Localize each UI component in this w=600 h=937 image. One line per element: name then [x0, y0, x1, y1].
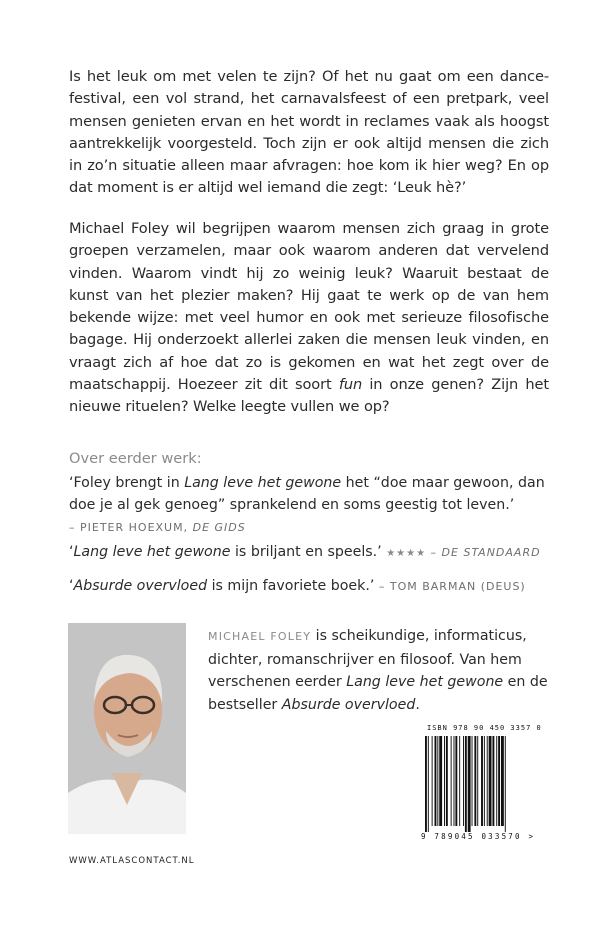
bio-text-c: . [415, 696, 420, 713]
barcode-bars [421, 736, 537, 832]
author-photo [68, 623, 186, 834]
author-bio [208, 625, 553, 716]
ean-number: 9 789045 033570 > [421, 832, 536, 841]
review-quote-3 [69, 578, 549, 594]
isbn-number: ISBN 978 90 450 3357 0 [427, 724, 542, 732]
review-quote-1 [69, 472, 549, 539]
q2-book-title: Lang leve het gewone [73, 544, 231, 560]
rating-stars: ★★★★ [386, 548, 427, 559]
description-text-a: Michael Foley wil begrijpen waarom mensen zich graag in grote groepen verzamelen, maar ook waarom anderen dat vervelend vinden. Waarom vindt hij zo weinig leuk? Waaruit bestaat de kunst van het plezier maken? Hij gaat te werk op de van hem bekende wijze: met veel humor en ook met serieuze filosofische bagage. Hij onderzoekt allerlei zaken die mensen leuk vinden, en vraagt zich af hoe dat zo is gekomen en wat het zegt over de maatschappij. Hoezeer zit dit soort [69, 220, 549, 394]
q1-book-title: Lang leve het gewone [184, 475, 342, 491]
author-portrait-illustration [68, 623, 186, 834]
description-paragraph [69, 218, 549, 419]
q3-book-title: Absurde overvloed [73, 578, 208, 594]
q2-open: ‘ [69, 544, 74, 560]
publisher-website: WWW.ATLASCONTACT.NL [69, 856, 195, 866]
intro-paragraph: Is het leuk om met velen te zijn? Of het nu gaat om een dance-festival, een vol strand, het carnavalsfeest of een pretpark, veel mensen genieten ervan en het wordt in reclames vaak als hoogst aantrekkelijk voorgesteld. Toch zijn er ook altijd mensen die zich in zo’n situatie alleen maar afvragen: hoe kom ik hier weg? En op dat moment is er altijd wel iemand die zegt: ‘Leuk hè?’ [69, 68, 549, 197]
q3-open: ‘ [69, 578, 74, 594]
q1-attribution: – PIETER HOEXUM, [69, 521, 193, 534]
review-quote-2 [69, 544, 549, 560]
bio-book-title-1: Lang leve het gewone [346, 674, 504, 690]
q1-open: ‘Foley brengt in [69, 475, 185, 491]
q3-text: is mijn favoriete boek.’ [207, 578, 379, 594]
description-fun: fun [338, 376, 363, 394]
bio-book-title-2: Absurde overvloed [281, 696, 416, 713]
isbn-barcode [421, 724, 545, 848]
q3-attribution: – TOM BARMAN (DEUS) [378, 580, 526, 593]
q1-source: DE GIDS [192, 521, 246, 534]
bio-text-b: en de bestseller [208, 674, 548, 713]
earlier-work-label: Over eerder werk: [69, 450, 202, 467]
q2-attribution: – DE STANDAARD [426, 546, 541, 559]
q1-text: het “doe maar gewoon, dan doe je al gek genoeg” sprankelend en soms geestig tot leven.’ [69, 475, 545, 513]
q2-text: is briljant en speels.’ [230, 544, 387, 560]
author-name: MICHAEL FOLEY [208, 630, 312, 643]
bio-text-a: is scheikundige, informaticus, dichter, romanschrijver en filosoof. Van hem verschenen eerder [208, 628, 527, 690]
description-text-b: in onze genen? Zijn het nieuwe rituelen? Welke leegte vullen we op? [69, 376, 549, 416]
